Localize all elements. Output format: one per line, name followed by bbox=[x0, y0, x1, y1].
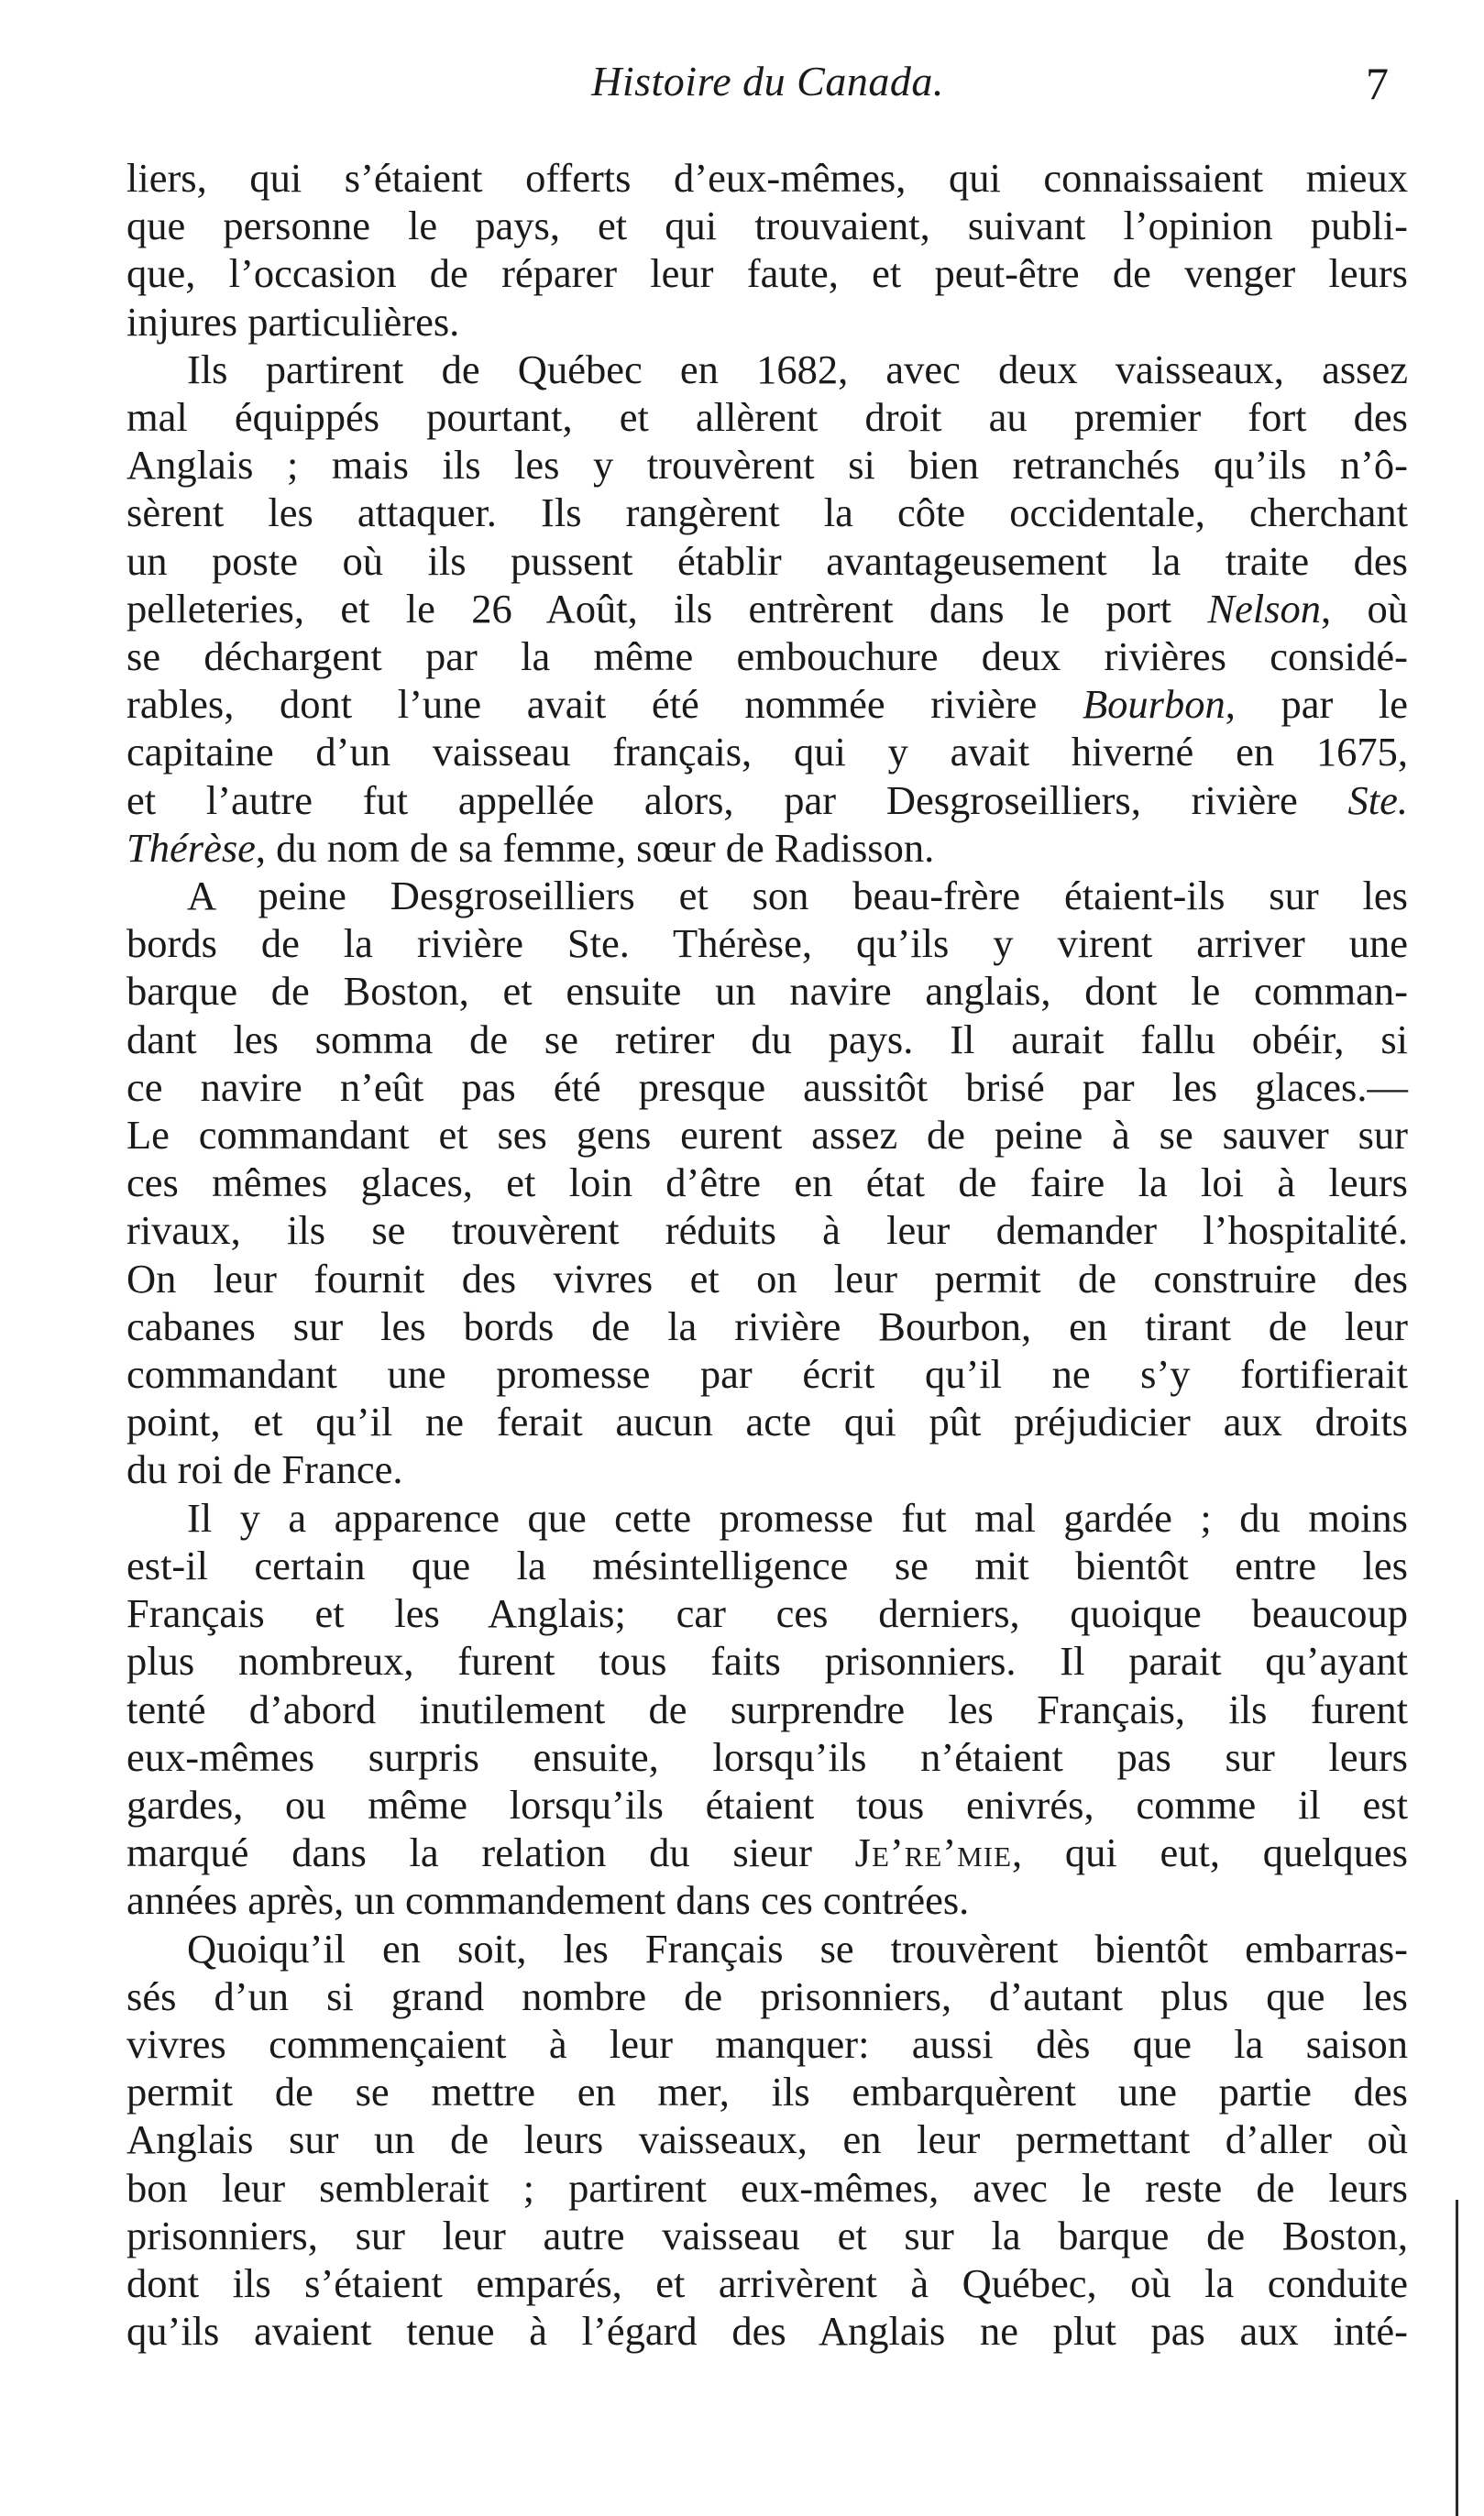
text-line: prisonniers, sur leur autre vaisseau et sur la barque de Boston, bbox=[126, 2212, 1408, 2258]
text-line: Thérèse, du nom de sa femme, sœur de Radisson. bbox=[126, 824, 935, 871]
paragraph-1 bbox=[126, 154, 1408, 346]
text-line: bords de la rivière Ste. Thérèse, qu’ils y virent arriver une bbox=[126, 920, 1408, 967]
emphasis-word: Je’re’mie bbox=[854, 1829, 1012, 1876]
running-title: Histoire du Canada. bbox=[591, 58, 944, 104]
text-line: que, l’occasion de réparer leur faute, et peut-être de venger leurs bbox=[126, 250, 1408, 297]
text-line: Il y a apparence que cette promesse fut mal gardée ; du moins bbox=[187, 1494, 1408, 1541]
text-line: est-il certain que la mésintelligence se mit bientôt entre les bbox=[126, 1542, 1408, 1588]
running-head bbox=[119, 57, 1416, 130]
text-line: mal équippés pourtant, et allèrent droit au premier fort des bbox=[126, 394, 1408, 441]
text-line: bon leur semblerait ; partirent eux-mêmes, avec le reste de leurs bbox=[126, 2164, 1408, 2211]
text-line: barque de Boston, et ensuite un navire anglais, dont le comman- bbox=[126, 968, 1408, 1015]
text-line: tenté d’abord inutilement de surprendre les Français, ils furent bbox=[126, 1686, 1408, 1732]
page-edge-rule bbox=[1456, 2200, 1458, 2516]
text-line: rivaux, ils se trouvèrent réduits à leur demander l’hospitalité. bbox=[126, 1207, 1408, 1254]
text-line: plus nombreux, furent tous faits prisonniers. Il parait qu’ayant bbox=[126, 1638, 1408, 1685]
text-line: commandant une promesse par écrit qu’il ne s’y fortifierait bbox=[126, 1351, 1408, 1398]
text-line: un poste où ils pussent établir avantageusement la traite des bbox=[126, 537, 1408, 584]
text-line: du roi de France. bbox=[126, 1446, 403, 1493]
text-line: dont ils s’étaient emparés, et arrivèrent à Québec, où la conduite bbox=[126, 2259, 1408, 2306]
text-line: eux-mêmes surpris ensuite, lorsqu’ils n’étaient pas sur leurs bbox=[126, 1733, 1408, 1780]
paragraph-5 bbox=[126, 1925, 1408, 2356]
text-line: capitaine d’un vaisseau français, qui y avait hiverné en 1675, bbox=[126, 729, 1408, 775]
emphasis-word: Nelson bbox=[1207, 585, 1322, 632]
text-line: rables, dont l’une avait été nommée rivière Bourbon, par le bbox=[126, 681, 1408, 728]
text-line: ce navire n’eût pas été presque aussitôt brisé par les glaces.— bbox=[126, 1063, 1408, 1110]
paragraph-2 bbox=[126, 346, 1408, 872]
text-line: Français et les Anglais; car ces derniers, quoique beaucoup bbox=[126, 1590, 1408, 1637]
text-line: vivres commençaient à leur manquer: aussi dès que la saison bbox=[126, 2020, 1408, 2067]
paragraph-3 bbox=[126, 872, 1408, 1494]
text-line: sèrent les attaquer. Ils rangèrent la côte occidentale, cherchant bbox=[126, 489, 1408, 536]
text-line: Anglais ; mais ils les y trouvèrent si bien retranchés qu’ils n’ô- bbox=[126, 442, 1408, 489]
emphasis-word: Bourbon bbox=[1082, 681, 1226, 728]
text-line: cabanes sur les bords de la rivière Bourbon, en tirant de leur bbox=[126, 1302, 1408, 1349]
text-line: ces mêmes glaces, et loin d’être en état de faire la loi à leurs bbox=[126, 1159, 1408, 1206]
emphasis-word: Thérèse bbox=[126, 824, 256, 871]
text-line: Quoiqu’il en soit, les Français se trouvèrent bientôt embarras- bbox=[187, 1925, 1408, 1972]
text-line: sés d’un si grand nombre de prisonniers, d’autant plus que les bbox=[126, 1972, 1408, 2019]
text-line: marqué dans la relation du sieur Je’re’mie, qui eut, quelques bbox=[126, 1829, 1408, 1876]
text-line: permit de se mettre en mer, ils embarquèrent une partie des bbox=[126, 2069, 1408, 2115]
text-line: liers, qui s’étaient offerts d’eux-mêmes, qui connaissaient mieux bbox=[126, 155, 1408, 201]
text-line: années après, un commandement dans ces contrées. bbox=[126, 1877, 970, 1924]
page-number: 7 bbox=[1366, 58, 1389, 109]
text-line: injures particulières. bbox=[126, 298, 460, 345]
text-line: A peine Desgroseilliers et son beau-frère étaient-ils sur les bbox=[187, 873, 1408, 919]
text-line: qu’ils avaient tenue à l’égard des Anglais ne plut pas aux inté- bbox=[126, 2308, 1408, 2355]
text-line: point, et qu’il ne ferait aucun acte qui pût préjudicier aux droits bbox=[126, 1399, 1408, 1445]
emphasis-word: Ste. bbox=[1347, 776, 1408, 823]
text-line: Le commandant et ses gens eurent assez de peine à se sauver sur bbox=[126, 1112, 1408, 1159]
text-line: Ils partirent de Québec en 1682, avec deux vaisseaux, assez bbox=[187, 346, 1408, 392]
text-line: dant les somma de se retirer du pays. Il aurait fallu obéir, si bbox=[126, 1016, 1408, 1062]
body-text bbox=[126, 154, 1408, 2355]
text-line: pelleteries, et le 26 Août, ils entrèrent dans le port Nelson, où bbox=[126, 585, 1409, 632]
text-line: Anglais sur un de leurs vaisseaux, en leur permettant d’aller où bbox=[126, 2116, 1408, 2163]
text-line: se déchargent par la même embouchure deux rivières considé- bbox=[126, 633, 1408, 680]
text-line: que personne le pays, et qui trouvaient, suivant l’opinion publi- bbox=[126, 203, 1408, 249]
text-line: On leur fournit des vivres et on leur permit de construire des bbox=[126, 1255, 1408, 1302]
text-line: gardes, ou même lorsqu’ils étaient tous enivrés, comme il est bbox=[126, 1781, 1408, 1828]
text-line: et l’autre fut appellée alors, par Desgroseilliers, rivière Ste. bbox=[126, 776, 1408, 823]
paragraph-4 bbox=[126, 1494, 1408, 1925]
